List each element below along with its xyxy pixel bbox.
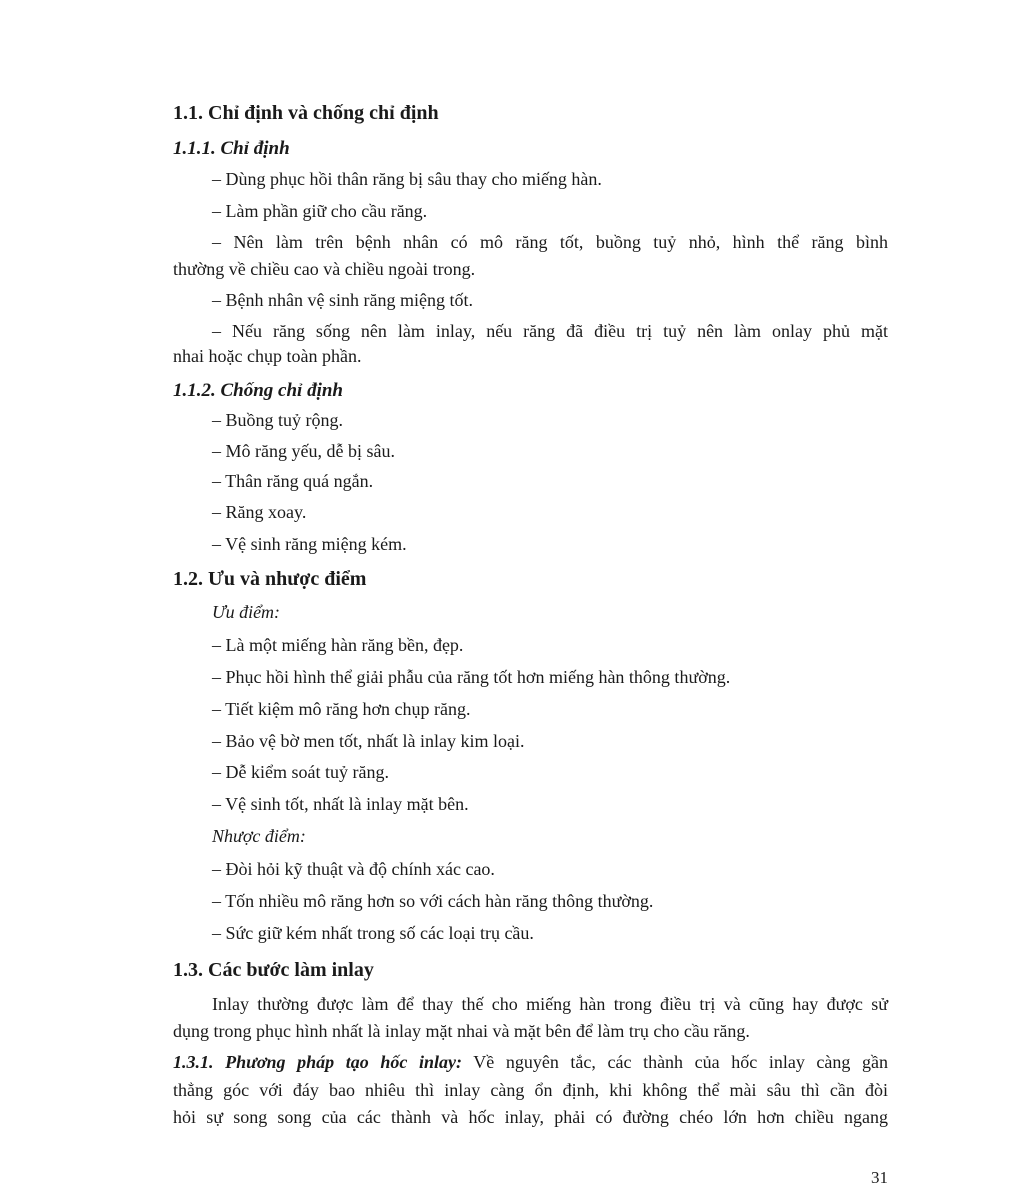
paragraph-line: hỏi sự song song của các thành và hốc inlay, phải có đường chéo lớn hơn chiều ngang bbox=[173, 1107, 888, 1127]
section-1-3-1-line bbox=[173, 1052, 888, 1073]
list-item: – Nên làm trên bệnh nhân có mô răng tốt, buồng tuỷ nhỏ, hình thể răng bình bbox=[212, 232, 888, 252]
paragraph-line: dụng trong phục hình nhất là inlay mặt nhai và mặt bên để làm trụ cho cầu răng. bbox=[173, 1021, 750, 1041]
list-item-continuation: nhai hoặc chụp toàn phần. bbox=[173, 346, 362, 366]
list-item: – Răng xoay. bbox=[212, 502, 307, 522]
list-item: – Sức giữ kém nhất trong số các loại trụ cầu. bbox=[212, 923, 534, 943]
paragraph-line: Inlay thường được làm để thay thế cho miếng hàn trong điều trị và cũng hay được sử bbox=[212, 994, 888, 1014]
list-item: – Làm phần giữ cho cầu răng. bbox=[212, 201, 428, 221]
section-1-3-1-heading: 1.3.1. Phương pháp tạo hốc inlay: bbox=[173, 1052, 462, 1072]
page-number: 31 bbox=[871, 1168, 888, 1187]
list-item: – Tiết kiệm mô răng hơn chụp răng. bbox=[212, 699, 471, 719]
paragraph-text: Về nguyên tắc, các thành của hốc inlay càng gần bbox=[461, 1052, 888, 1072]
list-item: – Buồng tuỷ rộng. bbox=[212, 410, 344, 430]
section-1-1-2-heading: 1.1.2. Chống chỉ định bbox=[173, 380, 343, 401]
list-item-continuation: thường về chiều cao và chiều ngoài trong. bbox=[173, 259, 476, 279]
list-item: – Bệnh nhân vệ sinh răng miệng tốt. bbox=[212, 290, 473, 310]
list-item: – Nếu răng sống nên làm inlay, nếu răng đã điều trị tuỷ nên làm onlay phủ mặt bbox=[212, 321, 888, 341]
list-item: – Vệ sinh răng miệng kém. bbox=[212, 534, 407, 554]
section-1-2-heading: 1.2. Ưu và nhược điểm bbox=[173, 568, 367, 590]
list-item: – Tốn nhiều mô răng hơn so với cách hàn răng thông thường. bbox=[212, 891, 654, 911]
pros-label: Ưu điểm: bbox=[212, 602, 281, 622]
list-item: – Bảo vệ bờ men tốt, nhất là inlay kim loại. bbox=[212, 731, 525, 751]
list-item: – Dễ kiểm soát tuỷ răng. bbox=[212, 762, 389, 782]
list-item: – Đòi hỏi kỹ thuật và độ chính xác cao. bbox=[212, 859, 495, 879]
list-item: – Dùng phục hồi thân răng bị sâu thay cho miếng hàn. bbox=[212, 169, 602, 189]
list-item: – Thân răng quá ngắn. bbox=[212, 471, 374, 491]
cons-label: Nhược điểm: bbox=[212, 826, 306, 846]
list-item: – Là một miếng hàn răng bền, đẹp. bbox=[212, 635, 464, 655]
section-1-1-1-heading: 1.1.1. Chỉ định bbox=[173, 138, 290, 159]
section-1-1-heading: 1.1. Chỉ định và chống chỉ định bbox=[173, 102, 439, 124]
list-item: – Vệ sinh tốt, nhất là inlay mặt bên. bbox=[212, 794, 469, 814]
list-item: – Phục hồi hình thể giải phẫu của răng tốt hơn miếng hàn thông thường. bbox=[212, 667, 731, 687]
list-item: – Mô răng yếu, dễ bị sâu. bbox=[212, 441, 395, 461]
section-1-3-heading: 1.3. Các bước làm inlay bbox=[173, 959, 374, 981]
paragraph-line: thẳng góc với đáy bao nhiêu thì inlay càng ổn định, khi không thể mài sâu thì cần đòi bbox=[173, 1080, 888, 1100]
